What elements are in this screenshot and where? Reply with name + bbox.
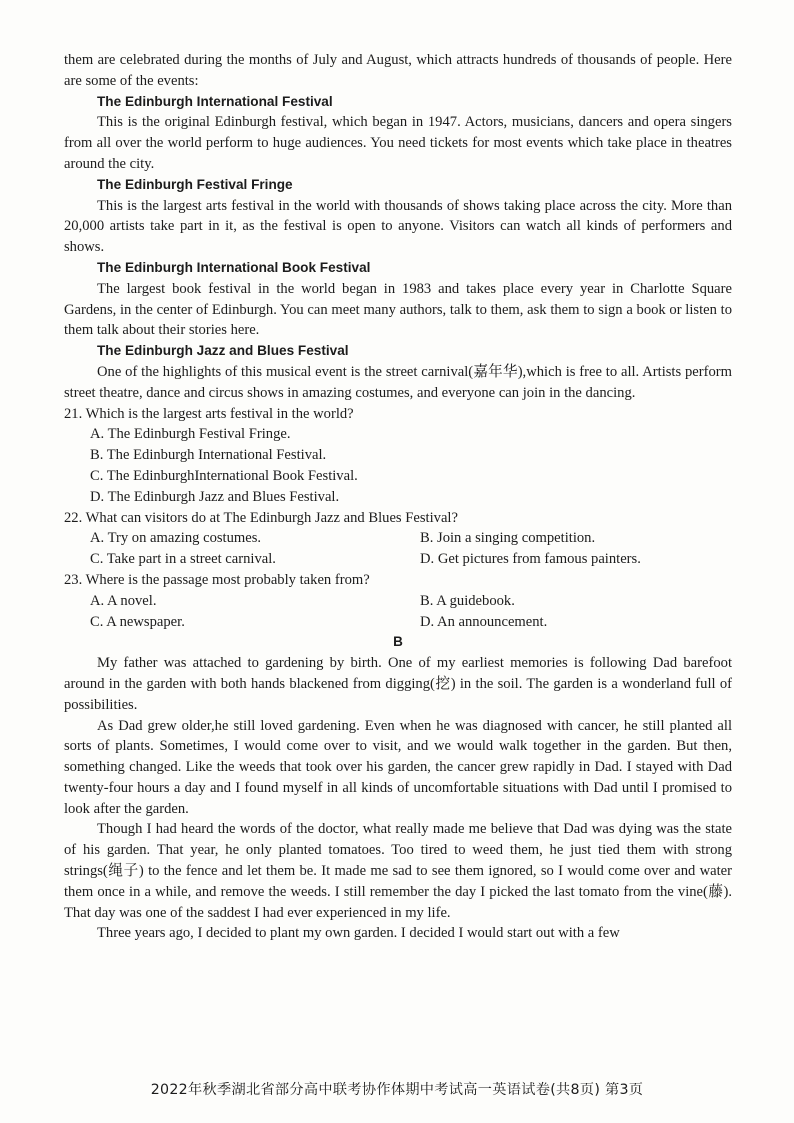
page-footer: 2022年秋季湖北省部分高中联考协作体期中考试高一英语试卷(共8页) 第3页 [150,1082,644,1098]
option-c: C. A newspaper. [90,613,185,630]
event-text: This is the largest arts festival in the world with thousands of shows taking place across the city. More than 20,000 artists take part in it, as the festival is open to anyone. Visitors can watch all kinds of performers and shows. [64,197,732,256]
event-text: The largest book festival in the world began in 1983 and takes place every year in Charlotte Square Gardens, in the center of Edinburgh. You can meet many authors, talk to them, ask them to sign a book or listen to them talk about their stories here. [64,280,732,339]
passage-paragraph: Three years ago, I decided to plant my own garden. I decided I would start out with a few [97,925,620,942]
part-b-heading: B [393,634,403,650]
passage-paragraph: My father was attached to gardening by birth. One of my earliest memories is following Dad barefoot around in the garden with both hands blackened from digging(挖) in the soil. The garden is a wonderland full of possibilities. [64,655,732,713]
option-d: D. The Edinburgh Jazz and Blues Festival. [90,488,340,505]
passage-paragraph: As Dad grew older,he still loved gardening. Even when he was diagnosed with cancer, he still planted all sorts of plants. Sometimes, I would come over to visit, and we would walk together in the garden. But then, something changed. Like the weeds that took over his garden, the cancer grew rapidly in Dad. I stayed with Dad twenty-four hours a day and I found myself in all kinds of uncomfortable situations with Dad until I promised to look after the garden. [64,717,732,817]
options-grid [64,528,732,570]
event-text: One of the highlights of this musical event is the street carnival(嘉年华),which is free to all. Artists perform street theatre, dance and circus shows in amazing costumes, and everyone can join in the dancing. [64,363,732,401]
option-b: B. Join a singing competition. [420,530,596,547]
option-a: A. A novel. [90,592,157,609]
option-a: A. The Edinburgh Festival Fringe. [90,426,291,443]
option-c: C. The EdinburghInternational Book Festival. [90,467,358,484]
event-section [64,92,732,175]
option-d: D. Get pictures from famous painters. [420,551,641,568]
question-21 [64,404,732,508]
event-text: This is the original Edinburgh festival, which began in 1947. Actors, musicians, dancers and opera singers from all over the world perform to huge audiences. You need tickets for most events which take place in theatres around the city. [64,114,732,172]
event-title: The Edinburgh Jazz and Blues Festival [97,343,349,359]
event-title: The Edinburgh International Book Festival [97,259,371,275]
question-stem: 22. What can visitors do at The Edinburgh Jazz and Blues Festival? [64,509,458,526]
options-list [64,424,732,507]
event-title: The Edinburgh International Festival [97,93,333,109]
option-b: B. A guidebook. [420,592,515,609]
question-22 [64,508,732,570]
passage-paragraph: Though I had heard the words of the doctor, what really made me believe that Dad was dying was the state of his garden. That year, he only planted tomatoes. Too tired to weed them, he just tied them with strong strings(绳子) to the fence and let them be. It made me sad to see them ignored, so I would come over and water them once in a while, and remove the weeds. I still remember the day I picked the last tomato from the vine(藤). That day was one of the saddest I had ever experienced in my life. [64,821,732,921]
options-grid [64,591,732,633]
event-list [64,92,732,404]
option-c: C. Take part in a street carnival. [90,551,276,568]
event-title: The Edinburgh Festival Fringe [97,176,293,192]
event-section [64,258,732,341]
event-section [64,175,732,258]
question-23 [64,570,732,632]
intro-continued: them are celebrated during the months of July and August, which attracts hundreds of thousands of people. Here are some of the events: [64,52,732,89]
question-stem: 23. Where is the passage most probably taken from? [64,571,370,588]
option-b: B. The Edinburgh International Festival. [90,447,327,464]
option-d: D. An announcement. [420,613,548,630]
event-section [64,341,732,403]
question-stem: 21. Which is the largest arts festival in the world? [64,405,354,422]
option-a: A. Try on amazing costumes. [90,530,262,547]
part-b-passage [64,653,732,944]
